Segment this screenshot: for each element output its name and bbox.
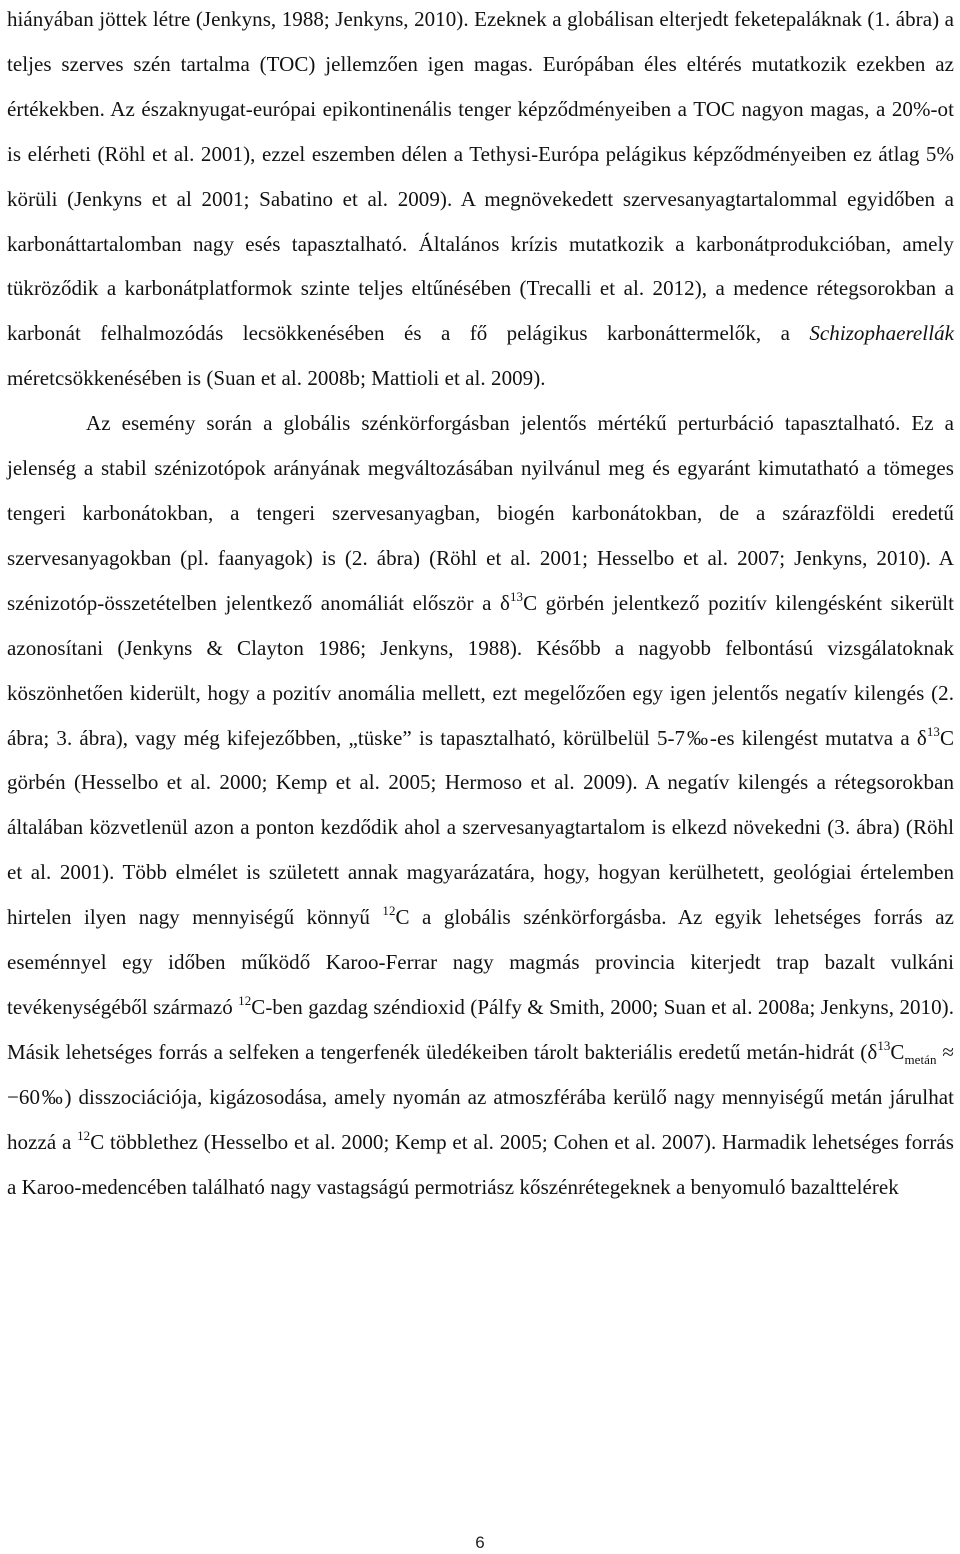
isotope-superscript: 13	[926, 723, 940, 739]
isotope-superscript: 12	[77, 1127, 91, 1143]
paragraph-text: ≈ −60‰) disszociációja, kigázosodása, amely nyomán az atmoszférába kerülő nagy mennyiségű metán járulhat hozzá a	[7, 1039, 954, 1154]
paragraph-carbon-isotope-excursion	[7, 401, 954, 1209]
isotope-superscript: 13	[509, 588, 524, 604]
taxon-name: Schizophaerellák	[809, 321, 954, 346]
isotope-superscript: 12	[238, 992, 252, 1008]
paragraph-text: méretcsökkenésében is (Suan et al. 2008b; Mattioli et al. 2009).	[7, 366, 546, 391]
isotope-superscript: 13	[877, 1037, 891, 1053]
paragraph-text: C a globális szénkörforgásba. Az egyik lehetséges forrás az eseménnyel egy időben működő Karoo-Ferrar nagy magmás provincia kiterjedt trap bazalt vulkáni tevékenységéből származó	[7, 905, 954, 1019]
subscript-methane: metán	[904, 1051, 937, 1067]
isotope-superscript: 12	[382, 903, 396, 919]
paragraph-text: C-ben gazdag széndioxid (Pálfy & Smith, 2000; Suan et al. 2008a; Jenkyns, 2010). Másik lehetséges forrás a selfeken a tengerfenék üledékeiben tárolt bakteriális eredetű metán-hidrát (δ	[7, 994, 954, 1064]
paragraph-toarcian-black-shales	[7, 0, 954, 401]
paragraph-text: C	[890, 1039, 905, 1064]
document-page	[7, 0, 954, 1209]
paragraph-text: hiányában jöttek létre (Jenkyns, 1988; Jenkyns, 2010). Ezeknek a globálisan elterjedt feketepaláknak (1. ábra) a teljes szerves szén tartalma (TOC) jellemzően igen magas. Európában éles eltérés mutatkozik ezekben az értékekben. Az északnyugat-európai epikontinenális tenger képződményeiben a TOC nagyon magas, a 20%-ot is elérheti (Röhl et al. 2001), ezzel eszemben délen a Tethysi-Európa pelágikus képződményeiben ez átlag 5% körüli (Jenkyns et al 2001; Sabatino et al. 2009). A megnövekedett szervesanyagtartalommal egyidőben a karbonáttartalomban nagy esés tapasztalható. Általános krízis mutatkozik a karbonátprodukcióban, amely tükröződik a karbonátplatformok szinte teljes eltűnésében (Trecalli et al. 2012), a medence rétegsorokban a karbonát felhalmozódás lecsökkenésében és a fő pelágikus karbonáttermelők, a	[7, 7, 954, 346]
paragraph-text: C görbén (Hesselbo et al. 2000; Kemp et al. 2005; Hermoso et al. 2009). A negatív kilengés a rétegsorokban általában közvetlenül azon a ponton kezdődik ahol a szervesanyagtartalom is elkezd növekedni (3. ábra) (Röhl et al. 2001). Több elmélet is született annak magyarázatára, hogy, hogyan kerülhetett, geológiai értelemben hirtelen ilyen nagy mennyiségű könnyű	[7, 725, 954, 930]
paragraph-text: Az esemény során a globális szénkörforgásban jelentős mértékű perturbáció tapasztalható. Ez a jelenség a stabil szénizotópok arányának megváltozásában nyilvánul meg és egyaránt kimutatható a tömeges tengeri karbonátokban, a tengeri szervesanyagban, biogén karbonátokban, de a szárazföldi eredetű szervesanyagokban (pl. faanyagok) is (2. ábra) (Röhl et al. 2001; Hesselbo et al. 2007; Jenkyns, 2010). A szénizotóp-összetételben jelentkező anomáliát először a δ	[7, 411, 954, 615]
page-number: 6	[475, 1533, 485, 1552]
paragraph-text: C görbén jelentkező pozitív kilengésként sikerült azonosítani (Jenkyns & Clayton 1986; Jenkyns, 1988). Később a nagyobb felbontású vizsgálatoknak köszönhetően kiderült, hogy a pozitív anomália mellett, ezt megelőzően egy igen jelentős negatív kilengés (2. ábra; 3. ábra), vagy még kifejezőbben, „tüske” is tapasztalható, körülbelül 5-7‰-es kilengést mutatva a δ	[7, 590, 955, 750]
paragraph-text: C többlethez (Hesselbo et al. 2000; Kemp et al. 2005; Cohen et al. 2007). Harmadik lehetséges forrás a Karoo-medencében található nagy vastagságú permotriász kőszénrétegeknek a benyomuló bazalttelérek	[7, 1129, 954, 1199]
